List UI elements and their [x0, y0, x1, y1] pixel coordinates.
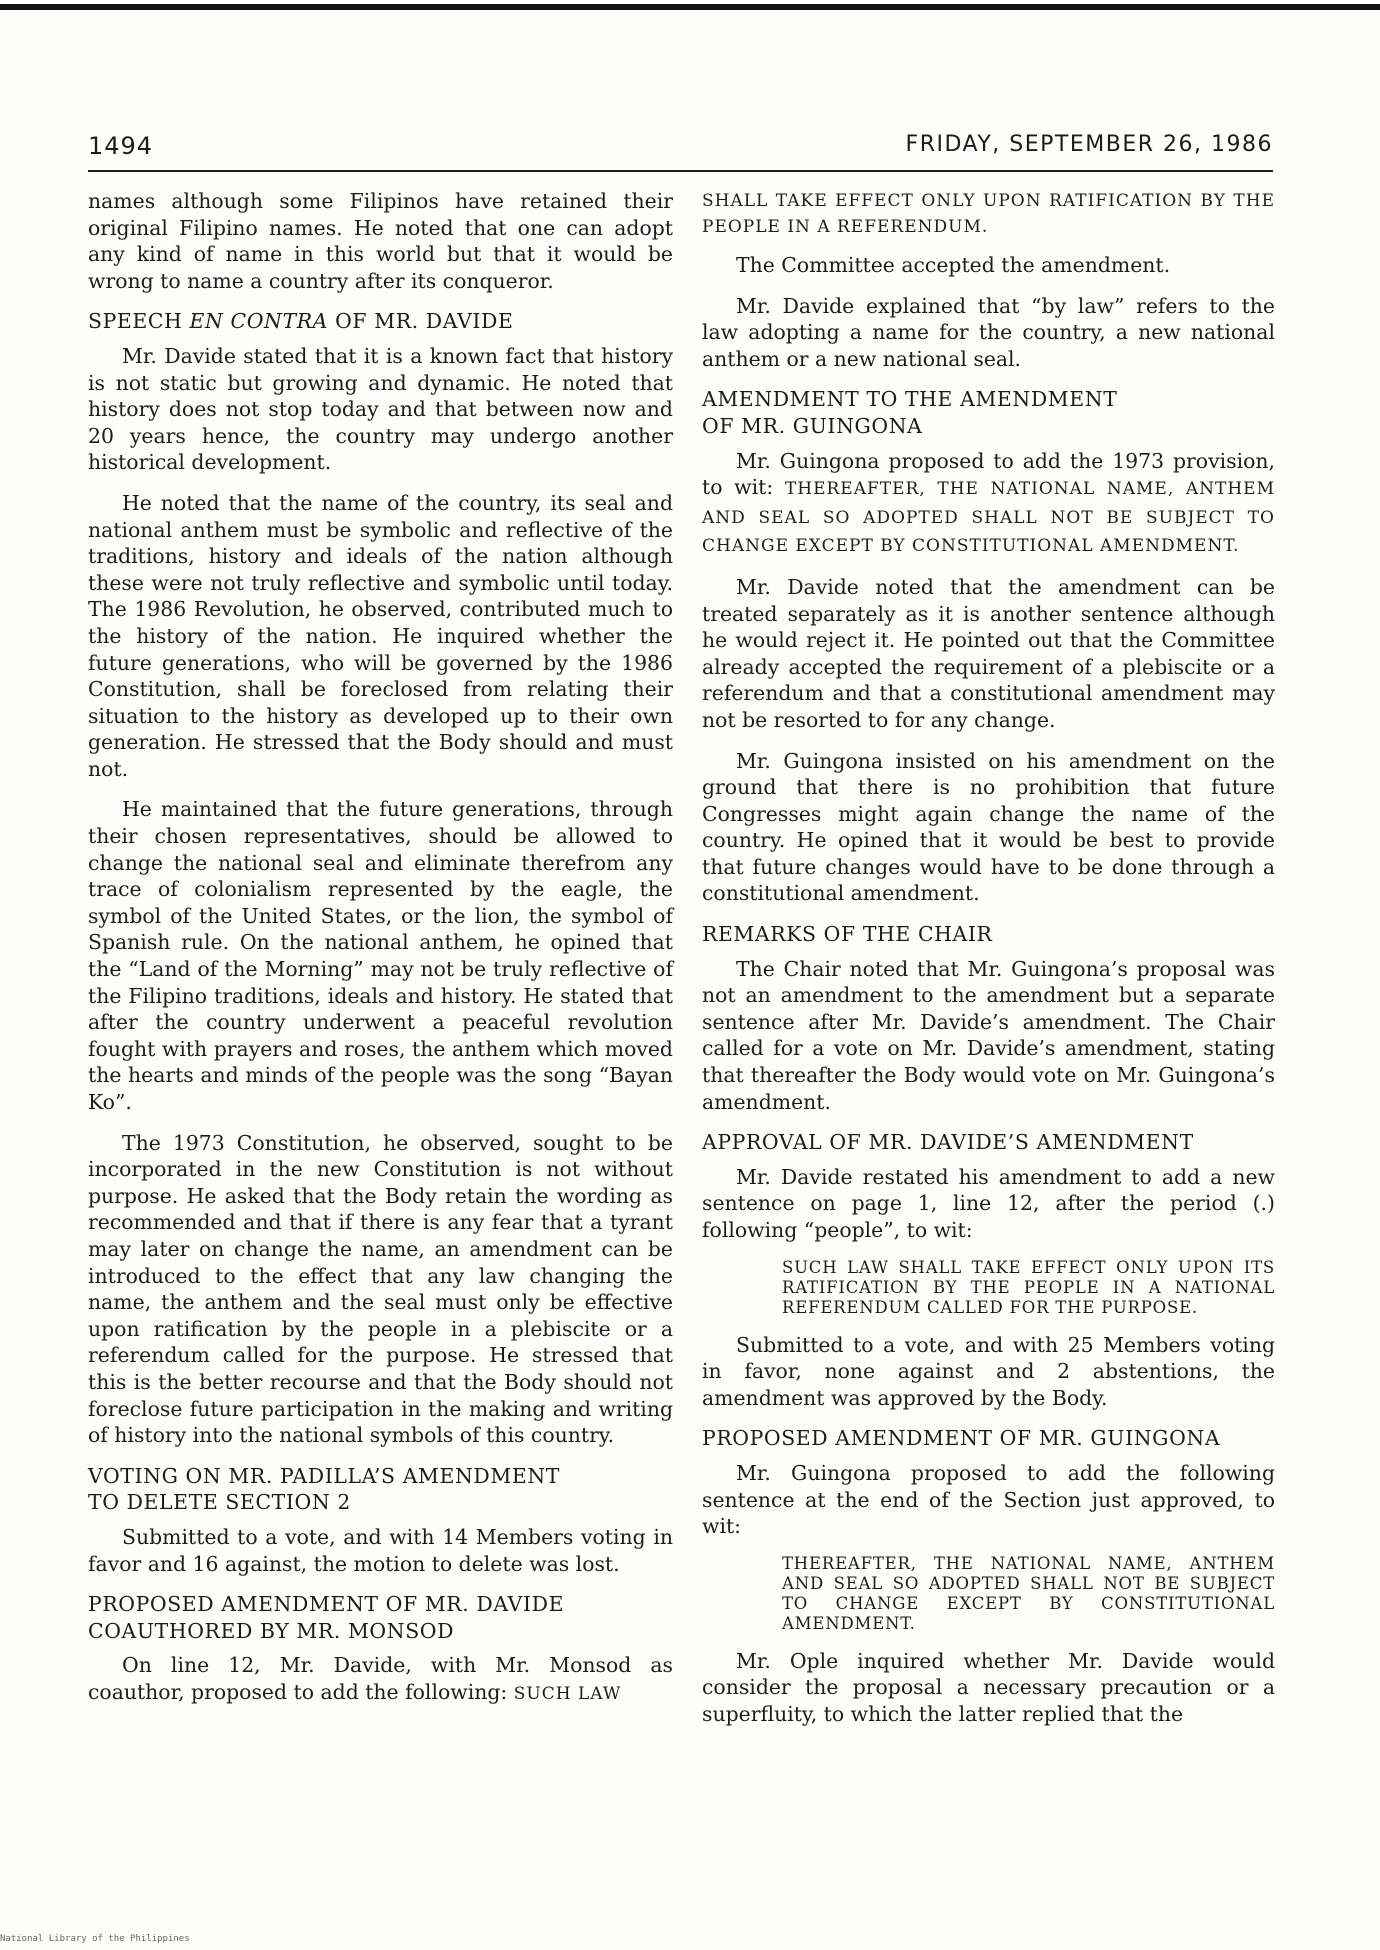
page-header: [88, 128, 1273, 172]
paragraph: The Committee accepted the amendment.: [736, 253, 1171, 277]
paragraph: He maintained that the future generations, through their chosen representatives, should be allowed to change the national seal and eliminate therefrom any trace of colonialism represented by the eagle, the symbol of the United States, or the lion, the symbol of Spanish rule. On the national anthem, he opined that the “Land of the Morning” may not be truly reflective of the Filipino traditions, ideals and history. He stated that after the country underwent a peaceful revolution fought with prayers and roses, the anthem which moved the hearts and minds of the people was the song “Bayan Ko”.: [88, 797, 673, 1114]
section-heading: SPEECH EN CONTRA OF MR. DAVIDE: [88, 309, 514, 334]
paragraph: Mr. Guingona insisted on his amendment on the ground that there is no prohibition that future Congresses might again change the name of the country. He opined that it would be best to provide that future changes would have to be done through a constitutional amendment.: [702, 748, 1275, 906]
section-heading: REMARKS OF THE CHAIR: [702, 922, 993, 947]
paragraph: On line 12, Mr. Davide, with Mr. Monsod as coauthor, proposed to add the following: SUCH LAW: [88, 1653, 673, 1704]
paragraph: SHALL TAKE EFFECT ONLY UPON RATIFICATION BY THE PEOPLE IN A REFERENDUM.: [702, 191, 1275, 237]
paragraph: Submitted to a vote, and with 25 Members voting in favor, none against and 2 abstentions, the amendment was approved by the Body.: [702, 1332, 1275, 1410]
scan-watermark: National Library of the Philippines: [0, 1934, 190, 1944]
paragraph: names although some Filipinos have retained their original Filipino names. He noted that one can adopt any kind of name in this world but that it would be wrong to name a country after its conqueror.: [88, 189, 673, 293]
paragraph: Mr. Davide explained that “by law” refers to the law adopting a name for the country, a new national anthem or a new national seal.: [702, 293, 1275, 371]
left-column: [88, 188, 673, 1721]
section-heading: AMENDMENT TO THE AMENDMENT OF MR. GUINGONA: [702, 387, 1118, 438]
paragraph: Mr. Davide stated that it is a known fact that history is not static but growing and dynamic. He noted that history does not stop today and that between now and 20 years hence, the country may undergo another historical development.: [88, 343, 673, 475]
paragraph: Mr. Ople inquired whether Mr. Davide would consider the proposal a necessary precaution or a superfluity, to which the latter replied that the: [702, 1648, 1275, 1726]
page-number: 1494: [88, 132, 154, 160]
journal-date: FRIDAY, SEPTEMBER 26, 1986: [905, 132, 1273, 157]
section-heading: APPROVAL OF MR. DAVIDE’S AMENDMENT: [702, 1130, 1194, 1155]
paragraph: Submitted to a vote, and with 14 Members voting in favor and 16 against, the motion to delete was lost.: [88, 1524, 673, 1576]
section-heading: VOTING ON MR. PADILLA’S AMENDMENT TO DELETE SECTION 2: [88, 1463, 560, 1515]
paragraph: The Chair noted that Mr. Guingona’s proposal was not an amendment to the amendment but a separate sentence after Mr. Davide’s amendment. The Chair called for a vote on Mr. Davide’s amendment, stating that thereafter the Body would vote on Mr. Guingona’s amendment.: [702, 956, 1275, 1114]
section-heading: PROPOSED AMENDMENT OF MR. DAVIDE COAUTHORED BY MR. MONSOD: [88, 1592, 565, 1643]
paragraph: Mr. Guingona proposed to add the 1973 provision, to wit: THEREAFTER, THE NATIONAL NAME, ANTHEM AND SEAL SO ADOPTED SHALL NOT BE SUBJECT TO CHANGE EXCEPT BY CONSTITUTIONAL AMENDMENT.: [702, 448, 1275, 557]
paragraph: Mr. Guingona proposed to add the following sentence at the end of the Section just approved, to wit:: [702, 1460, 1275, 1539]
section-heading: PROPOSED AMENDMENT OF MR. GUINGONA: [702, 1426, 1221, 1451]
scan-edge-border: [0, 4, 1380, 10]
paragraph: Mr. Davide restated his amendment to add a new sentence on page 1, line 12, after the period (.) following “people”, to wit:: [702, 1164, 1275, 1242]
right-column: [702, 188, 1275, 1742]
paragraph: The 1973 Constitution, he observed, sought to be incorporated in the new Constitution is not without purpose. He asked that the Body retain the wording as recommended and that if there is any fear that a tyrant may later on change the name, an amendment can be introduced to the effect that any law changing the name, the anthem and the seal must only be effective upon ratification by the people in a plebiscite or a referendum called for the purpose. He stressed that this is the better recourse and that the Body should not foreclose future participation in the making and writing of history into the national symbols of this country.: [88, 1130, 673, 1448]
paragraph: He noted that the name of the country, its seal and national anthem must be symbolic and reflective of the traditions, history and ideals of the nation although these were not truly reflective and symbolic until today. The 1986 Revolution, he observed, contributed much to the history of the nation. He inquired whether the future generations, who will be governed by the 1986 Constitution, shall be foreclosed from relating their situation to the history as developed up to their own generation. He stressed that the Body should and must not.: [88, 490, 673, 781]
block-quote: THEREAFTER, THE NATIONAL NAME, ANTHEM AND SEAL SO ADOPTED SHALL NOT BE SUBJECT TO CHANGE EXCEPT BY CONSTITUTIONAL AMENDMENT.: [782, 1553, 1275, 1633]
paragraph: Mr. Davide noted that the amendment can be treated separately as it is another sentence although he would reject it. He pointed out that the Committee already accepted the requirement of a plebiscite or a referendum and that a constitutional amendment may not be resorted to for any change.: [702, 574, 1275, 732]
block-quote: SUCH LAW SHALL TAKE EFFECT ONLY UPON ITS RATIFICATION BY THE PEOPLE IN A NATIONAL REFERENDUM CALLED FOR THE PURPOSE.: [782, 1257, 1275, 1317]
